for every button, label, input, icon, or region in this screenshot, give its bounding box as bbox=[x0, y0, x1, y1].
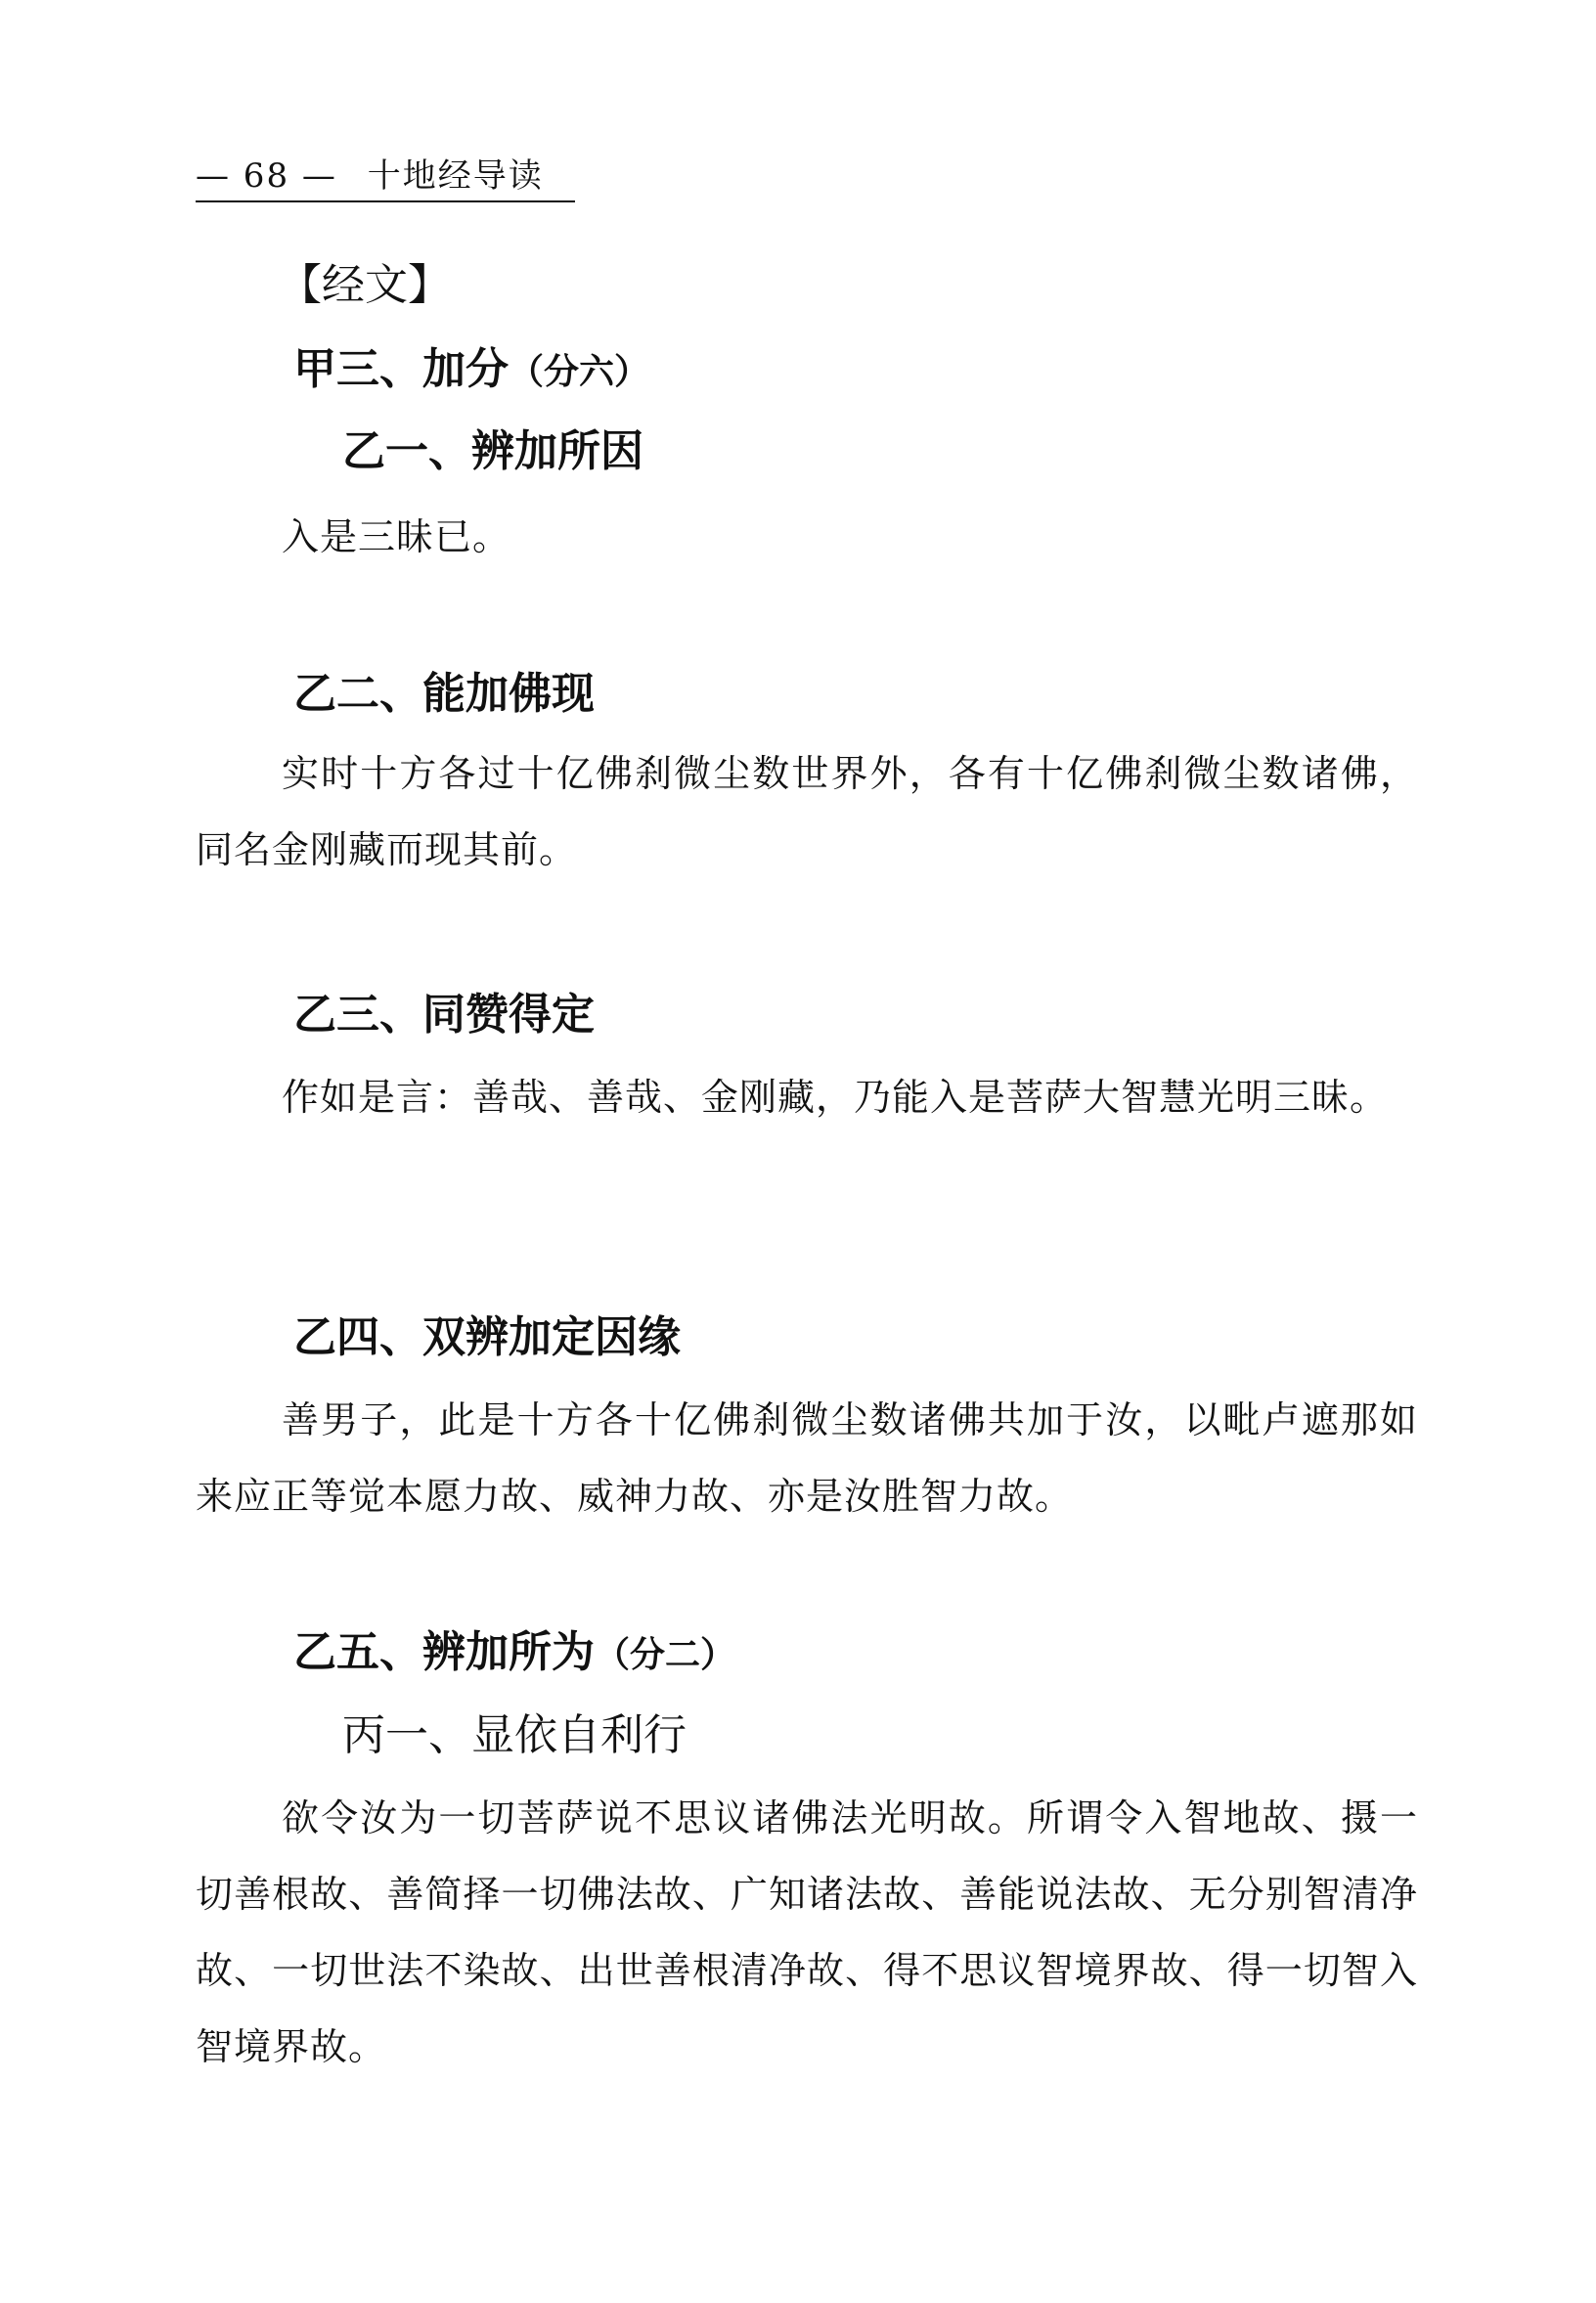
heading-yi5 bbox=[293, 1623, 735, 1684]
paragraph-yi2: 实时十方各过十亿佛刹微尘数世界外，各有十亿佛刹微尘数诸佛，同名金刚藏而现其前。 bbox=[196, 752, 1418, 871]
heading-jia3-note: （分六） bbox=[509, 351, 650, 392]
heading-yi5-title: 乙五、辨加所为 bbox=[293, 1627, 595, 1677]
heading-jia3-title: 甲三、加分 bbox=[293, 344, 509, 394]
page-header bbox=[196, 152, 575, 202]
paragraph-yi3: 作如是言：善哉、善哉、金刚藏，乃能入是菩萨大智慧光明三昧。 bbox=[282, 1076, 1389, 1119]
paragraph-yi4: 善男子，此是十方各十亿佛刹微尘数诸佛共加于汝，以毗卢遮那如来应正等觉本愿力故、威神力故、亦是汝胜智力故。 bbox=[196, 1398, 1418, 1518]
heading-jia3 bbox=[293, 340, 649, 401]
heading-yi1: 乙一、辨加所因 bbox=[342, 426, 643, 476]
heading-yi2: 乙二、能加佛现 bbox=[293, 669, 595, 719]
sutra-label: 【经文】 bbox=[279, 260, 451, 310]
page-number: — 68 — bbox=[196, 156, 337, 196]
heading-yi3: 乙三、同赞得定 bbox=[293, 990, 595, 1040]
heading-bing1: 丙一、显依自利行 bbox=[342, 1710, 687, 1760]
book-title: 十地经导读 bbox=[367, 156, 544, 196]
heading-yi4: 乙四、双辨加定因缘 bbox=[293, 1312, 681, 1362]
heading-yi5-note: （分二） bbox=[595, 1634, 736, 1675]
paragraph-yi1: 入是三昧已。 bbox=[282, 515, 511, 558]
paragraph-bing1: 欲令汝为一切菩萨说不思议诸佛法光明故。所谓令入智地故、摄一切善根故、善简择一切佛法故、广知诸法故、善能说法故、无分别智清净故、一切世法不染故、出世善根清净故、得不思议智境界故、得一切智入智境界故。 bbox=[196, 1796, 1418, 2068]
